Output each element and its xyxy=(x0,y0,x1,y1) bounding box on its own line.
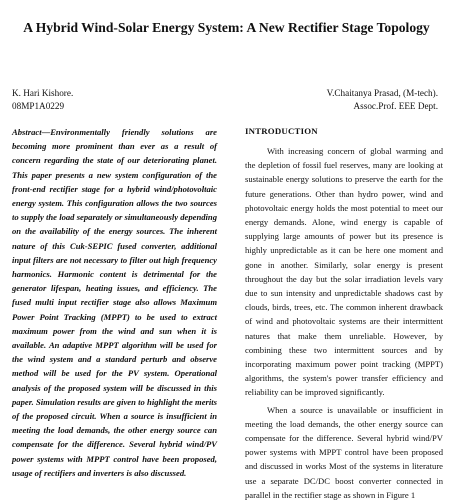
abstract-column xyxy=(12,125,217,480)
author-left-name: K. Hari Kishore. xyxy=(12,88,74,98)
introduction-paragraph: When a source is unavailable or insufficient in meeting the load demands, the other energy source can compensate for the difference. Several hybrid wind/PV power systems with MPPT control have been proposed and discussed in works Most of the systems in literature use a separate DC/DC boost converter connected in parallel in the rectifier stage as shown in Figure 1 xyxy=(245,404,443,500)
author-left-id: 08MP1A0229 xyxy=(12,100,65,111)
author-left-block xyxy=(12,87,73,112)
author-right-affiliation: Assoc.Prof. EEE Dept. xyxy=(353,100,438,111)
paper-title: A Hybrid Wind-Solar Energy System: A New Rectifier Stage Topology xyxy=(23,20,430,35)
author-right-block xyxy=(327,87,438,112)
author-right-name: V.Chaitanya Prasad, (M-tech). xyxy=(326,88,438,98)
introduction-heading: INTRODUCTION xyxy=(245,126,318,136)
introduction-column xyxy=(245,125,443,502)
abstract-text: Abstract—Environmentally friendly solutions are becoming more prominent than ever as a result of concern regarding the state of our deteriorating planet. This paper presents a new system configuration of the front-end rectifier stage for a hybrid wind/photovoltaic energy system. This configuration allows the two sources to supply the load separately or simultaneously depending on the availability of the energy sources. The inherent nature of this Cuk-SEPIC fused converter, additional input filters are not necessary to filter out high frequency harmonics. Harmonic content is detrimental for the generator lifespan, heating issues, and efficiency. The fused multi input rectifier stage also allows Maximum Power Point Tracking (MPPT) to be used to extract maximum power from the wind and sun when it is available. An adaptive MPPT algorithm will be used for the wind system and a standard perturb and observe method will be used for the PV system. Operational analysis of the proposed system will be discussed in this paper. Simulation results are given to highlight the merits of the proposed circuit. When a source is insufficient in meeting the load demands, the other energy source can compensate for the difference. Several hybrid wind/PV power systems with MPPT control have been proposed, usage of rectifiers and inverters is also discussed. xyxy=(12,127,217,478)
introduction-paragraph: With increasing concern of global warming and the depletion of fossil fuel reserves, many are looking at sustainable energy solutions to preserve the earth for the future generations. Other than hydro power, wind and photovoltaic energy holds the most potential to meet our energy demands. Alone, wind energy is capable of supplying large amounts of power but its presence is highly unpredictable as it can be here one moment and gone in another. Similarly, solar energy is present throughout the day but the solar irradiation levels vary due to sun intensity and unpredictable shadows cast by clouds, birds, trees, etc. The common inherent drawback of wind and photovoltaic systems are their intermittent natures that make them unreliable. However, by combining these two intermittent sources and by incorporating maximum power point tracking (MPPT) algorithms, the system's power transfer efficiency and reliability can be improved significantly. xyxy=(245,146,443,398)
